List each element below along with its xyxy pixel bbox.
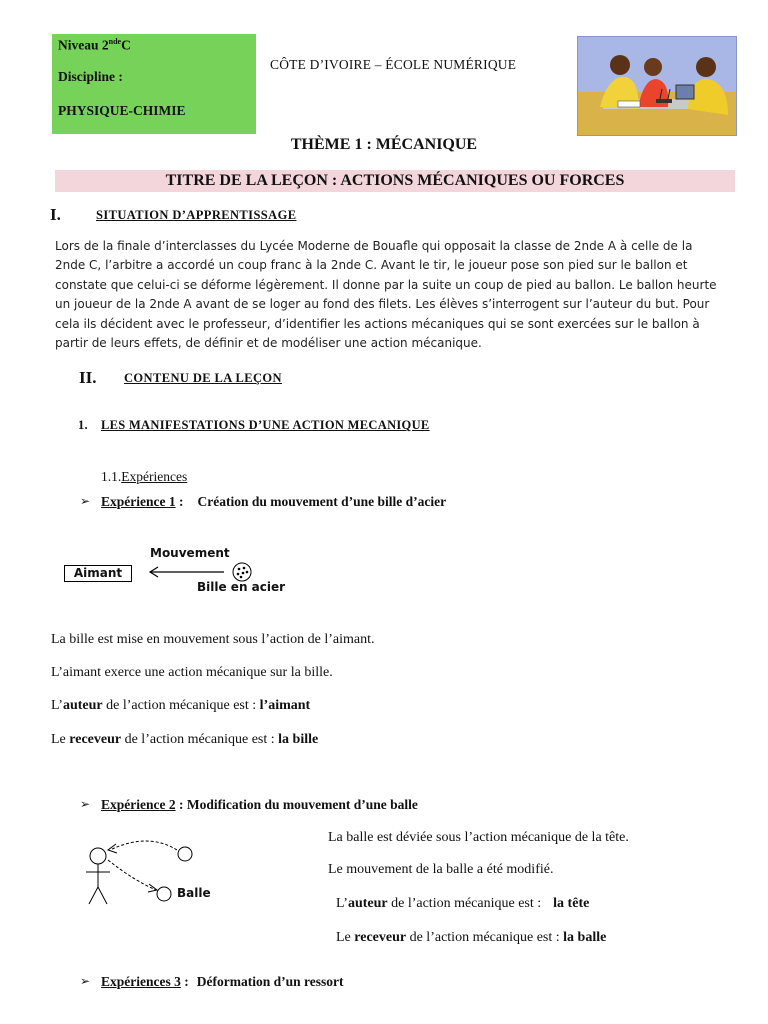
section2-roman: II. bbox=[79, 368, 97, 387]
exp2-line: Le mouvement de la balle a été modifié. bbox=[328, 862, 554, 877]
situation-line: Lors de la finale d’interclasses du Lycée Moderne de Bouafle qui opposait la classe de 2nde A à celle de la bbox=[55, 239, 693, 253]
situation-line: partir de leurs effets, de définir et de modéliser une action mécanique. bbox=[55, 336, 482, 351]
part1-number: 1. bbox=[78, 418, 88, 432]
exp2-line: La balle est déviée sous l’action mécanique de la tête. bbox=[328, 830, 629, 845]
discipline-value: PHYSIQUE-CHIMIE bbox=[58, 103, 186, 118]
exp1-heading: Expérience 1 : Création du mouvement d’une bille d’acier bbox=[101, 494, 447, 509]
exp2-heading: Expérience 2 : Modification du mouvement d’une balle bbox=[101, 797, 418, 812]
situation-line: 2nde C, l’arbitre a accordé un coup franc à la 2nde C. Avant le tir, le joueur pose son pied sur le ballon et bbox=[55, 258, 688, 273]
bullet-arrow-icon: ➢ bbox=[80, 494, 91, 508]
level-text: Niveau 2ndeC bbox=[58, 37, 131, 53]
section1-roman: I. bbox=[50, 205, 61, 224]
bullet-arrow-icon: ➢ bbox=[80, 974, 91, 988]
header-info-box bbox=[52, 34, 256, 134]
ball-label: Bille en acier bbox=[197, 580, 286, 594]
situation-line: un joueur de la 2nde A avant de se loger au fond des filets. Les élèves s’interrogent sur l’auteur du but. Pour bbox=[55, 297, 710, 312]
head-ball-diagram bbox=[78, 832, 218, 912]
section2-title: CONTENU DE LA LEÇON bbox=[124, 371, 282, 385]
section1-title: SITUATION D’APPRENTISSAGE bbox=[96, 208, 297, 222]
discipline-label: Discipline : bbox=[58, 69, 123, 84]
exp1-author: L’auteur de l’action mécanique est : l’aimant bbox=[51, 698, 311, 713]
exp2-author: L’auteur de l’action mécanique est : la tête bbox=[336, 896, 590, 911]
subsection-heading: 1.1.Expériences bbox=[101, 469, 188, 484]
students-photo bbox=[577, 36, 737, 136]
ball-label: Balle bbox=[177, 886, 211, 900]
theme-heading: THÈME 1 : MÉCANIQUE bbox=[290, 136, 478, 153]
situation-line: constate que celui-ci se déforme légèrement. Il donne par la suite un coup de pied au ballon. Le ballon heurte bbox=[55, 277, 717, 292]
movement-label: Mouvement bbox=[150, 546, 230, 560]
exp2-receiver: Le receveur de l’action mécanique est : la balle bbox=[336, 930, 607, 945]
exp3-heading: Expériences 3 : Déformation d’un ressort bbox=[101, 974, 344, 989]
situation-line: cela ils décident avec le professeur, d’identifier les actions mécaniques qui se sont exercées sur le ballon à bbox=[55, 316, 700, 331]
magnet-diagram bbox=[64, 544, 294, 598]
bullet-arrow-icon: ➢ bbox=[80, 797, 91, 811]
school-title: CÔTE D’IVOIRE – ÉCOLE NUMÉRIQUE bbox=[270, 57, 517, 72]
magnet-box: Aimant bbox=[64, 565, 132, 582]
exp1-line: La bille est mise en mouvement sous l’action de l’aimant. bbox=[51, 632, 375, 647]
lesson-title: TITRE DE LA LEÇON : ACTIONS MÉCANIQUES OU FORCES bbox=[55, 170, 735, 192]
part1-title: LES MANIFESTATIONS D’UNE ACTION MECANIQUE bbox=[101, 418, 430, 432]
situation-paragraph bbox=[55, 237, 727, 353]
exp1-line: L’aimant exerce une action mécanique sur la bille. bbox=[51, 665, 333, 680]
exp1-receiver: Le receveur de l’action mécanique est : la bille bbox=[51, 732, 319, 747]
